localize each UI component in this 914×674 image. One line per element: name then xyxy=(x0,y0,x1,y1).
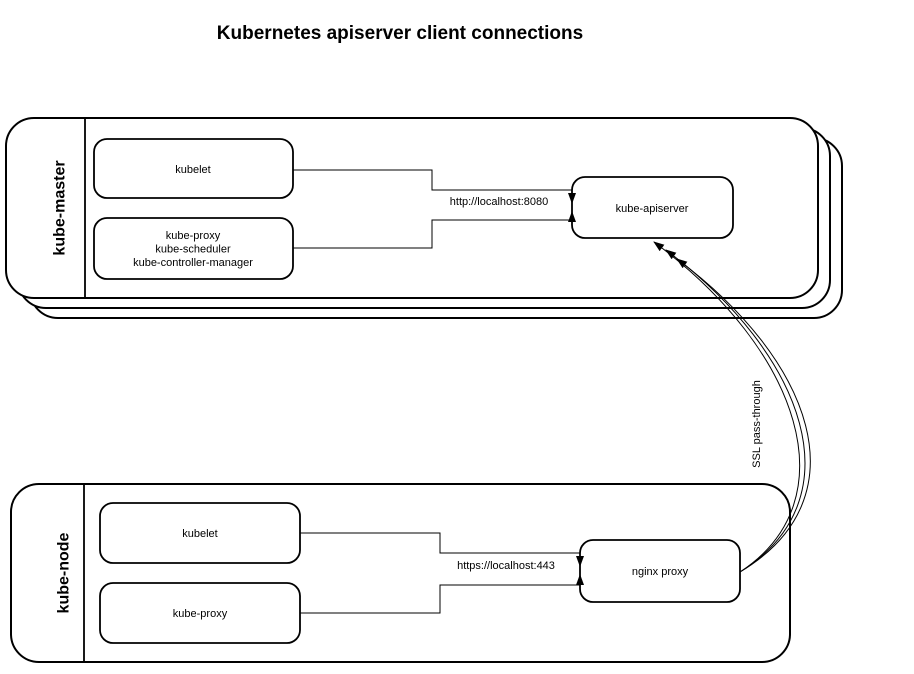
master-components-label-line2: kube-scheduler xyxy=(155,243,231,256)
node-edge-label: https://localhost:443 xyxy=(457,560,555,572)
node-kubelet-label: kubelet xyxy=(182,528,218,540)
master-components-label-line3: kube-controller-manager xyxy=(133,257,253,269)
master-edge-label: http://localhost:8080 xyxy=(449,196,549,208)
kube-node-label: kube-node xyxy=(55,532,73,614)
ssl-pass-through-label: SSL pass-through xyxy=(751,380,763,468)
diagram-title: Kubernetes apiserver client connections xyxy=(216,23,584,44)
node-kube-proxy-label: kube-proxy xyxy=(172,608,228,620)
kube-apiserver-label: kube-apiserver xyxy=(615,203,689,215)
kube-node-container xyxy=(11,484,790,662)
nginx-proxy-label: nginx proxy xyxy=(631,566,689,578)
kube-master-container xyxy=(6,118,842,318)
master-components-label-line1: kube-proxy xyxy=(165,230,221,242)
master-kubelet-label: kubelet xyxy=(175,164,211,176)
kube-master-label: kube-master xyxy=(51,160,69,256)
